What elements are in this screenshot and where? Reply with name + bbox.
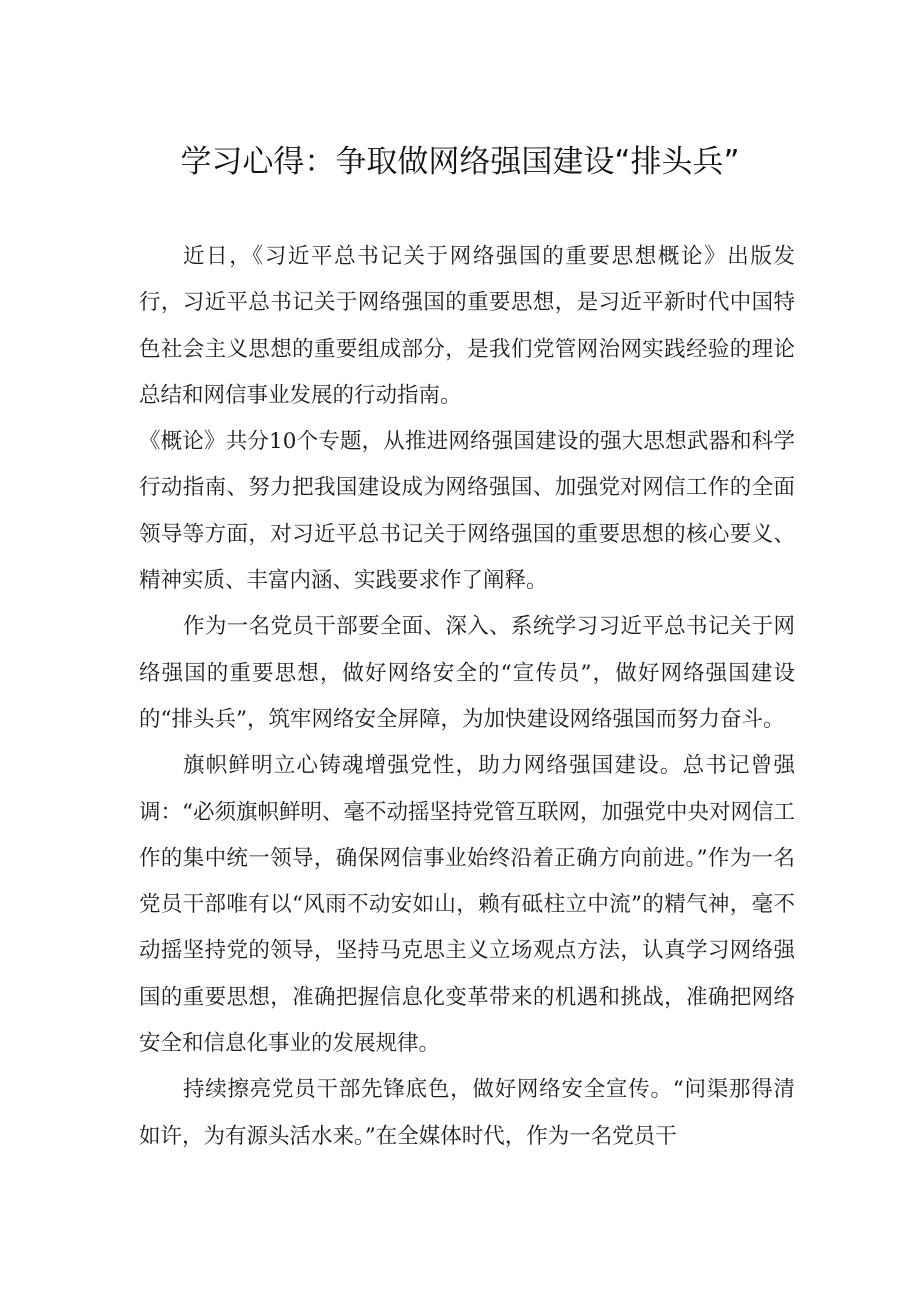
paragraph-3: 作为一名党员干部要全面、深入、系统学习习近平总书记关于网络强国的重要思想，做好网络安全的“宣传员”，做好网络强国建设的“排头兵”，筑牢网络安全屏障，为加快建设网络强国而努力奋斗。 — [139, 614, 795, 732]
paragraph-1: 近日，《习近平总书记关于网络强国的重要思想概论》出版发行，习近平总书记关于网络强国的重要思想，是习近平新时代中国特色社会主义思想的重要组成部分，是我们党管网治网实践经验的理论总结和网信事业发展的行动指南。 — [139, 244, 795, 408]
paragraph-2: 《概论》共分10个专题，从推进网络强国建设的强大思想武器和科学行动指南、努力把我国建设成为网络强国、加强党对网信工作的全面领导等方面，对习近平总书记关于网络强国的重要思想的核心要义、精神实质、丰富内涵、实践要求作了阐释。 — [139, 429, 795, 594]
paragraph-4: 旗帜鲜明立心铸魂增强党性，助力网络强国建设。总书记曾强调：“必须旗帜鲜明、毫不动摇坚持党管互联网，加强党中央对网信工作的集中统一领导，确保网信事业始终沿着正确方向前进。”作为一名党员干部唯有以“风雨不动安如山，赖有砥柱立中流”的精气神，毫不动摇坚持党的领导，坚持马克思主义立场观点方法，认真学习网络强国的重要思想，准确把握信息化变革带来的机遇和挑战，准确把网络安全和信息化事业的发展规律。 — [139, 753, 795, 1057]
paragraph-5: 持续擦亮党员干部先锋底色，做好网络安全宣传。“问渠那得清如许，为有源头活水来。”在全媒体时代，作为一名党员干 — [139, 1077, 795, 1149]
document-body — [139, 234, 795, 1160]
document-title: 学习心得：争取做网络强国建设“排头兵” — [180, 144, 740, 180]
